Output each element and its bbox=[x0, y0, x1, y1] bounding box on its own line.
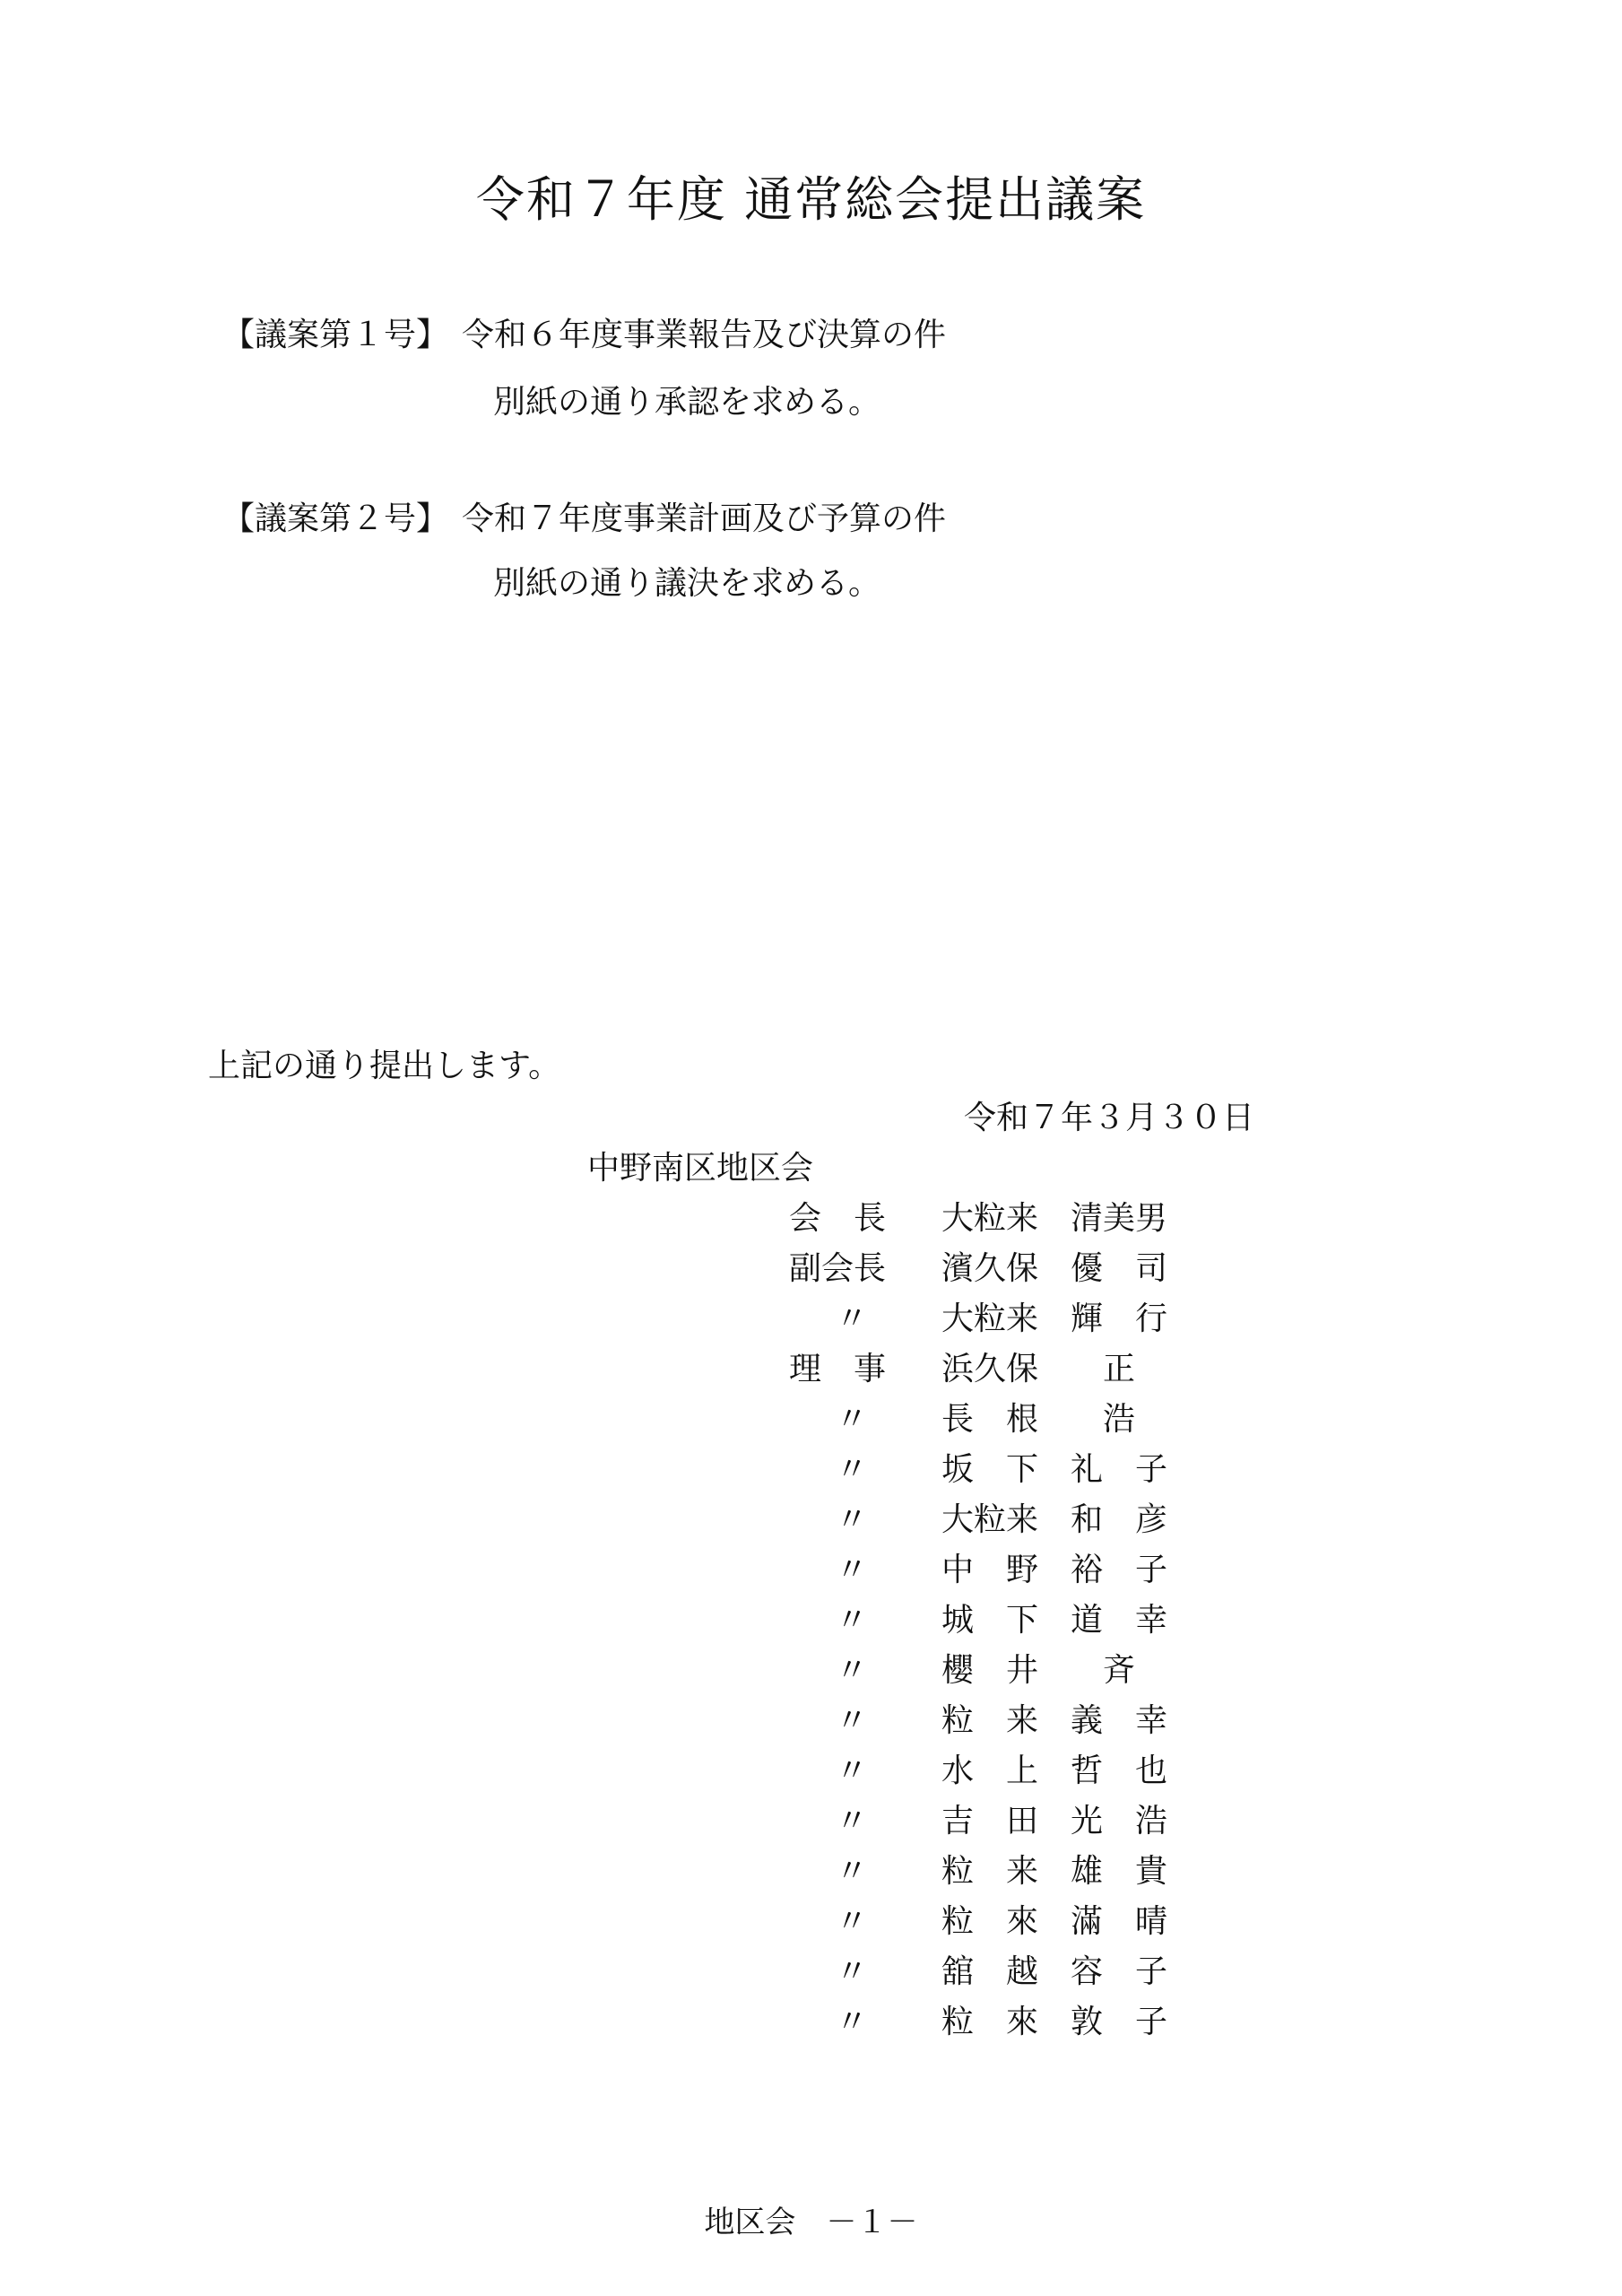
motion-1-tag: 【議案第１号】 bbox=[222, 317, 449, 353]
officer-name: 浜久保 正 bbox=[941, 1351, 1136, 1387]
submission-date: 令和７年３月３０日 bbox=[964, 1100, 1255, 1136]
officer-row bbox=[0, 1394, 1622, 1444]
officer-name: 城 下 道 幸 bbox=[941, 1602, 1168, 1639]
officer-role: 〃 bbox=[835, 1953, 868, 1990]
motion-2-title: 令和７年度事業計画及び予算の件 bbox=[462, 500, 947, 537]
officer-row bbox=[0, 1796, 1622, 1846]
officer-name: 櫻 井 斉 bbox=[941, 1652, 1136, 1689]
officer-name: 坂 下 礼 子 bbox=[941, 1451, 1168, 1488]
closing-statement: 上記の通り提出します。 bbox=[208, 1048, 561, 1084]
officer-row bbox=[0, 1243, 1622, 1293]
officer-name: 粒 來 敦 子 bbox=[941, 2004, 1168, 2040]
officer-row bbox=[0, 1193, 1622, 1243]
officer-role: 会 長 bbox=[789, 1200, 887, 1237]
officer-row bbox=[0, 1494, 1622, 1544]
officer-role: 〃 bbox=[835, 1552, 868, 1588]
officer-role: 〃 bbox=[835, 1702, 868, 1739]
officer-role: 〃 bbox=[835, 1903, 868, 1940]
officer-row bbox=[0, 1946, 1622, 1996]
officer-role: 〃 bbox=[835, 1401, 868, 1438]
page-title: 令和７年度 通常総会提出議案 bbox=[475, 171, 1147, 228]
officer-row bbox=[0, 1896, 1622, 1946]
officer-row bbox=[0, 1293, 1622, 1344]
motion-1-body: 別紙の通り承認を求める。 bbox=[493, 384, 881, 421]
officer-row bbox=[0, 1745, 1622, 1796]
officer-name: 水 上 哲 也 bbox=[941, 1752, 1168, 1789]
officer-role: 副会長 bbox=[789, 1250, 887, 1287]
officer-role: 〃 bbox=[835, 1853, 868, 1890]
officer-name: 大粒来 輝 行 bbox=[941, 1300, 1168, 1337]
officer-row bbox=[0, 1695, 1622, 1745]
officer-name: 中 野 裕 子 bbox=[941, 1552, 1168, 1588]
officer-name: 大粒来 和 彦 bbox=[941, 1501, 1168, 1538]
officer-role: 〃 bbox=[835, 1501, 868, 1538]
organization-name: 中野南区地区会 bbox=[587, 1150, 814, 1187]
officer-name: 粒 来 義 幸 bbox=[941, 1702, 1168, 1739]
officer-list bbox=[0, 1193, 1622, 2047]
officer-name: 長 根 浩 bbox=[941, 1401, 1136, 1438]
motion-1-title: 令和６年度事業報告及び決算の件 bbox=[462, 317, 947, 353]
officer-role: 〃 bbox=[835, 2004, 868, 2040]
officer-name: 大粒来 清美男 bbox=[941, 1200, 1168, 1237]
motion-2-tag: 【議案第２号】 bbox=[222, 500, 449, 537]
officer-role: 〃 bbox=[835, 1652, 868, 1689]
officer-name: 粒 来 雄 貴 bbox=[941, 1853, 1168, 1890]
motion-2-body: 別紙の通り議決を求める。 bbox=[493, 565, 881, 602]
officer-role: 〃 bbox=[835, 1602, 868, 1639]
officer-row bbox=[0, 1444, 1622, 1494]
officer-role: 〃 bbox=[835, 1752, 868, 1789]
officer-row bbox=[0, 1595, 1622, 1645]
officer-row bbox=[0, 1996, 1622, 2047]
officer-row bbox=[0, 1846, 1622, 1896]
officer-name: 粒 來 滿 晴 bbox=[941, 1903, 1168, 1940]
officer-role: 理 事 bbox=[789, 1351, 887, 1387]
officer-row bbox=[0, 1645, 1622, 1695]
officer-role: 〃 bbox=[835, 1803, 868, 1839]
officer-name: 吉 田 光 浩 bbox=[941, 1803, 1168, 1839]
page-footer: 地区会 －１－ bbox=[704, 2205, 918, 2240]
officer-name: 濱久保 優 司 bbox=[941, 1250, 1168, 1287]
officer-row bbox=[0, 1544, 1622, 1595]
officer-name: 舘 越 容 子 bbox=[941, 1953, 1168, 1990]
officer-role: 〃 bbox=[835, 1451, 868, 1488]
officer-role: 〃 bbox=[835, 1300, 868, 1337]
officer-row bbox=[0, 1344, 1622, 1394]
